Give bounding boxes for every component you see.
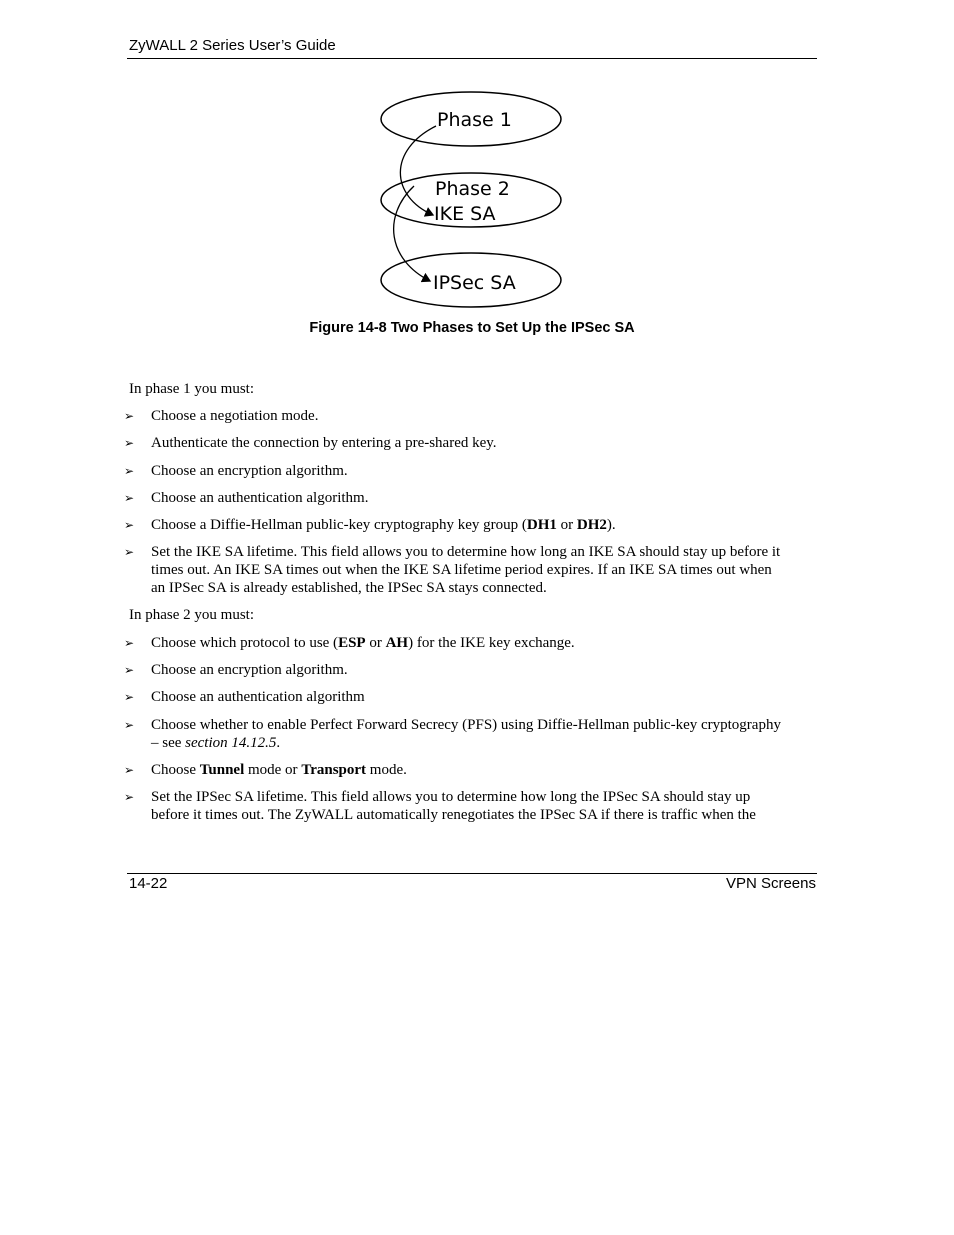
list-item: ➢ Choose an authentication algorithm. <box>124 490 369 506</box>
figure-caption: Figure 14-8 Two Phases to Set Up the IPSec SA <box>309 320 635 336</box>
running-header-title: ZyWALL 2 Series User’s Guide <box>129 37 336 54</box>
list-item: ➢ Choose a negotiation mode. <box>124 408 319 424</box>
bullet-arrow-icon: ➢ <box>124 464 135 478</box>
list-item: ➢ Authenticate the connection by entering a pre-shared key. <box>124 435 497 451</box>
list-item: ➢ Choose a Diffie-Hellman public-key cryptography key group (DH1 or DH2). <box>124 517 616 533</box>
bullet-arrow-icon: ➢ <box>124 409 135 423</box>
bullet-arrow-icon: ➢ <box>124 663 135 677</box>
bullet-arrow-icon: ➢ <box>124 718 135 732</box>
phase1-list <box>124 407 814 597</box>
list-item: ➢ Choose an encryption algorithm. <box>124 463 348 479</box>
bullet-arrow-icon: ➢ <box>124 636 135 650</box>
bullet-arrow-icon: ➢ <box>124 436 135 450</box>
ike-sa-label: IKE SA <box>434 203 496 225</box>
bullet-arrow-icon: ➢ <box>124 545 135 559</box>
list-item: ➢ Choose whether to enable Perfect Forward Secrecy (PFS) using Diffie-Hellman public-key cryptography – see section 14.12.5. <box>124 717 781 751</box>
phase2-list <box>124 634 814 824</box>
phase1-intro: In phase 1 you must: <box>129 381 254 397</box>
list-item: ➢ Choose an encryption algorithm. <box>124 662 348 678</box>
bullet-arrow-icon: ➢ <box>124 518 135 532</box>
bullet-arrow-icon: ➢ <box>124 690 135 704</box>
phase2-label: Phase 2 <box>435 178 510 200</box>
list-item: ➢ Choose an authentication algorithm <box>124 689 365 705</box>
footer-section-title: VPN Screens <box>725 875 816 892</box>
list-item: ➢ Set the IPSec SA lifetime. This field allows you to determine how long the IPSec SA should stay up before it times out. The ZyWALL automatically renegotiates the IPSec SA if there is traffic when the <box>124 789 756 823</box>
phase2-intro: In phase 2 you must: <box>129 607 254 623</box>
ipsec-sa-label: IPSec SA <box>433 272 516 294</box>
footer-rule <box>127 873 817 874</box>
list-item: ➢ Choose which protocol to use (ESP or AH) for the IKE key exchange. <box>124 635 575 651</box>
bullet-arrow-icon: ➢ <box>124 491 135 505</box>
bullet-arrow-icon: ➢ <box>124 790 135 804</box>
list-item: ➢ Set the IKE SA lifetime. This field allows you to determine how long an IKE SA should stay up before it times out. An IKE SA times out when the IKE SA lifetime period expires. If an IKE SA times out when an IPSec SA is already established, the IPSec SA stays connected. <box>124 544 781 596</box>
phases-diagram <box>370 88 570 312</box>
bullet-arrow-icon: ➢ <box>124 763 135 777</box>
section-reference: section 14.12.5 <box>185 735 277 751</box>
list-item: ➢ Choose Tunnel mode or Transport mode. <box>124 762 407 778</box>
phase1-to-ike-sa-arrow <box>400 126 436 215</box>
page-number: 14-22 <box>129 875 168 892</box>
phase1-label: Phase 1 <box>437 109 512 131</box>
header-rule <box>127 58 817 59</box>
